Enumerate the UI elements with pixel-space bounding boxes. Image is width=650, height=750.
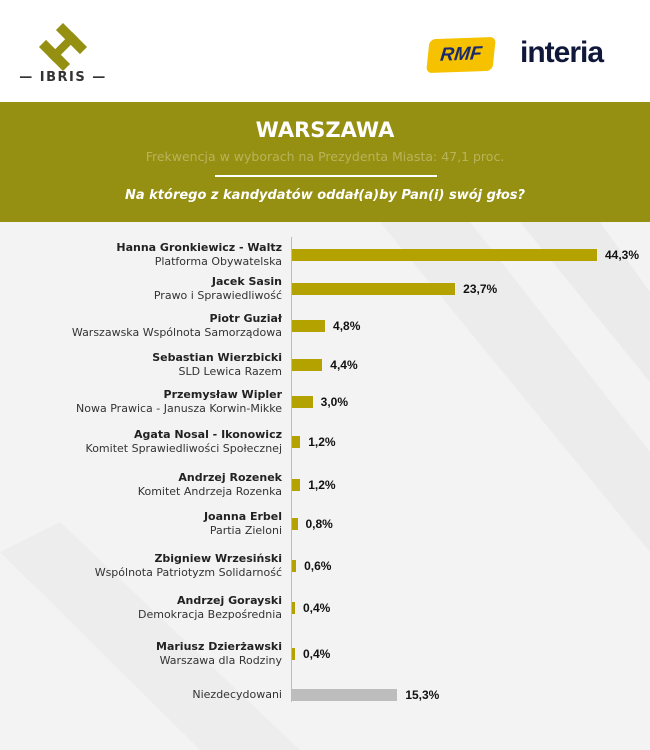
bar [292, 283, 455, 295]
candidate-name: Przemysław Wipler [163, 388, 282, 401]
rmf-logo: RMF [426, 37, 496, 73]
category-label [152, 351, 282, 379]
bar [292, 320, 325, 332]
bar [292, 648, 295, 660]
candidate-name: Andrzej Rozenek [178, 471, 282, 484]
bar-chart [0, 222, 650, 750]
candidate-name: Andrzej Gorayski [176, 594, 282, 607]
party-name: Nowa Prawica - Janusza Korwin-Mikke [76, 402, 282, 415]
ibris-logo-text: — IBRIS — [19, 70, 107, 85]
bar [292, 689, 397, 701]
candidate-name: Sebastian Wierzbicki [152, 351, 282, 364]
y-axis-line [291, 237, 292, 702]
candidate-name: Piotr Guział [209, 312, 282, 325]
party-name: Wspólnota Patriotyzm Solidarność [94, 566, 282, 579]
party-name: Warszawa dla Rodziny [159, 654, 282, 667]
data-label: 4,4% [330, 358, 358, 372]
candidate-name: Jacek Sasin [211, 275, 282, 288]
party-name: Prawo i Sprawiedliwość [153, 289, 282, 302]
bar [292, 602, 295, 614]
category-label [154, 275, 282, 303]
bar [292, 396, 313, 408]
data-label: 0,8% [305, 517, 333, 531]
candidate-name: Zbigniew Wrzesiński [154, 552, 282, 565]
party-name: Komitet Sprawiedliwości Społecznej [85, 442, 282, 455]
bar [292, 518, 298, 530]
bar [292, 359, 322, 371]
category-label [138, 471, 282, 499]
data-label: 0,4% [303, 647, 331, 661]
data-label: 44,3% [605, 248, 640, 262]
party-name: Niezdecydowani [192, 688, 282, 701]
party-name: Komitet Andrzeja Rozenka [137, 485, 282, 498]
category-label [95, 552, 282, 580]
party-name: SLD Lewica Razem [178, 365, 282, 378]
category-label [138, 594, 282, 622]
data-label: 3,0% [320, 395, 348, 409]
category-label [204, 510, 282, 538]
bar [292, 436, 300, 448]
data-label: 1,2% [308, 435, 336, 449]
category-label [76, 388, 282, 416]
party-name: Partia Zieloni [209, 524, 282, 537]
category-label [116, 241, 282, 269]
interia-logo: interia [520, 36, 604, 69]
category-label [72, 312, 282, 340]
category-label [192, 688, 282, 702]
category-label [156, 640, 282, 668]
title-band [0, 102, 650, 222]
bar [292, 479, 300, 491]
candidate-name: Agata Nosal - Ikonowicz [134, 428, 282, 441]
page-title: WARSZAWA [255, 118, 395, 142]
party-name: Demokracja Bezpośrednia [138, 608, 282, 621]
header [0, 0, 650, 102]
data-label: 0,6% [304, 559, 332, 573]
bar [292, 249, 597, 261]
data-label: 15,3% [405, 688, 440, 702]
party-name: Platforma Obywatelska [154, 255, 282, 268]
ibris-logo-icon [38, 22, 88, 72]
candidate-name: Mariusz Dzierżawski [156, 640, 282, 653]
bar [292, 560, 296, 572]
survey-question: Na którego z kandydatów oddał(a)by Pan(i) swój głos? [124, 188, 526, 203]
category-label [86, 428, 282, 456]
divider [215, 175, 437, 177]
data-label: 23,7% [463, 282, 498, 296]
party-name: Warszawska Wspólnota Samorządowa [71, 326, 282, 339]
turnout-subtitle: Frekwencja w wyborach na Prezydenta Miasta: 47,1 proc. [145, 149, 505, 164]
candidate-name: Joanna Erbel [203, 510, 282, 523]
data-label: 0,4% [303, 601, 331, 615]
candidate-name: Hanna Gronkiewicz - Waltz [116, 241, 282, 254]
data-label: 1,2% [308, 478, 336, 492]
data-label: 4,8% [333, 319, 361, 333]
